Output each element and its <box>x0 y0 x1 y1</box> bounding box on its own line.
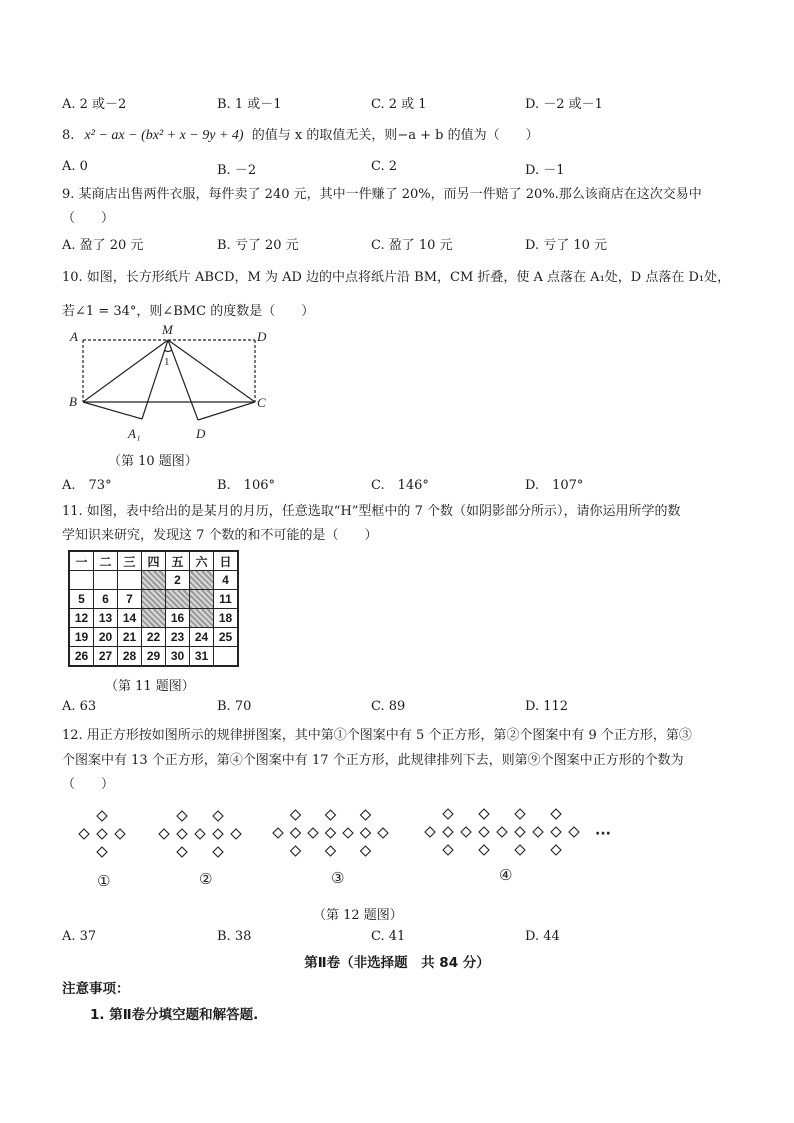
calendar-row <box>69 647 238 667</box>
q8-number: 8. <box>62 128 75 143</box>
q9-option-a: A. 盈了 20 元 <box>62 238 144 253</box>
q11-option-a: A. 63 <box>62 699 97 714</box>
calendar-row <box>69 609 238 628</box>
q12-stem-line3: （ ） <box>62 777 115 792</box>
q12-square-4 <box>443 809 453 819</box>
q10-option-a: A. 73° <box>62 478 112 493</box>
q12-square-4 <box>515 845 525 855</box>
q10-fold-cm <box>168 340 255 402</box>
q12-square-3 <box>378 828 388 838</box>
q12-square-4 <box>551 809 561 819</box>
calendar-cell: 23 <box>166 628 190 647</box>
q10-option-b: B. 106° <box>217 478 275 493</box>
q11-calendar <box>68 550 239 667</box>
q12-square-1 <box>115 829 125 839</box>
q12-square-3 <box>291 846 301 856</box>
q10-edge-ma1 <box>142 340 168 419</box>
calendar-cell: 21 <box>118 628 142 647</box>
q12-square-1 <box>97 829 107 839</box>
calendar-cell: 6 <box>94 590 118 609</box>
q10-angle-1-arc <box>164 350 172 352</box>
q10-label-c: C <box>257 395 266 410</box>
calendar-cell: 13 <box>94 609 118 628</box>
q10-label-d-top: D <box>257 329 267 344</box>
q12-option-c: C. 41 <box>371 929 406 944</box>
q12-square-2 <box>159 829 169 839</box>
q12-square-3 <box>326 828 336 838</box>
q12-square-3 <box>326 810 336 820</box>
q12-square-4 <box>497 827 507 837</box>
calendar-cell <box>118 571 142 590</box>
q12-label-2: ② <box>199 870 213 888</box>
q12-square-3 <box>361 846 371 856</box>
calendar-header-cell: 六 <box>190 551 214 571</box>
part2-title: 第Ⅱ卷（非选择题 共 84 分） <box>304 955 490 971</box>
calendar-cell: 27 <box>94 647 118 667</box>
calendar-cell <box>94 571 118 590</box>
q9-option-c: C. 盈了 10 元 <box>371 238 453 253</box>
q10-edge-md1 <box>168 340 198 420</box>
calendar-cell <box>69 571 94 590</box>
q11-option-b: B. 70 <box>217 699 252 714</box>
calendar-row <box>69 571 238 590</box>
q12-square-4 <box>425 827 435 837</box>
q7-option-c: C. 2 或 1 <box>371 97 427 112</box>
q12-figure <box>0 800 794 900</box>
q10-label-a1: A₁ <box>128 426 141 441</box>
q12-square-3 <box>361 810 371 820</box>
calendar-cell <box>166 590 190 609</box>
q12-square-4 <box>569 827 579 837</box>
calendar-cell <box>142 609 166 628</box>
q8-option-c: C. 2 <box>371 159 398 174</box>
q12-label-1: ① <box>97 872 111 890</box>
calendar-cell: 20 <box>94 628 118 647</box>
calendar-cell: 22 <box>142 628 166 647</box>
q12-label-4: ④ <box>499 866 513 884</box>
q12-square-4 <box>443 845 453 855</box>
q12-square-2 <box>213 847 223 857</box>
calendar-cell: 14 <box>118 609 142 628</box>
calendar-cell: 18 <box>214 609 239 628</box>
calendar-cell: 31 <box>190 647 214 667</box>
q12-square-2 <box>177 847 187 857</box>
q12-square-2 <box>213 829 223 839</box>
q12-label-3: ③ <box>331 869 345 887</box>
q7-option-a: A. 2 或－2 <box>62 97 127 112</box>
calendar-cell: 5 <box>69 590 94 609</box>
q12-square-4 <box>479 845 489 855</box>
q10-option-d: D. 107° <box>525 478 584 493</box>
calendar-cell <box>190 571 214 590</box>
calendar-cell <box>190 609 214 628</box>
calendar-header-cell: 三 <box>118 551 142 571</box>
q12-square-2 <box>231 829 241 839</box>
q10-label-b: B <box>69 394 77 409</box>
calendar-header-cell: 一 <box>69 551 94 571</box>
calendar-row <box>69 628 238 647</box>
calendar-cell: 11 <box>214 590 239 609</box>
calendar-cell: 26 <box>69 647 94 667</box>
q7-option-d: D. －2 或－1 <box>525 97 603 112</box>
calendar-cell: 12 <box>69 609 94 628</box>
q12-square-4 <box>461 827 471 837</box>
q12-stem-line2: 个图案中有 13 个正方形，第④个图案中有 17 个正方形，此规律排列下去，则第⑨个图案中正方形的个数为 <box>62 753 684 768</box>
calendar-cell: 28 <box>118 647 142 667</box>
q12-square-2 <box>177 829 187 839</box>
calendar-header-row <box>69 551 238 571</box>
q12-option-a: A. 37 <box>62 929 97 944</box>
q12-square-3 <box>343 828 353 838</box>
q12-caption: （第 12 题图） <box>313 908 403 923</box>
part2-notice-item-1: 1. 第Ⅱ卷分填空题和解答题. <box>90 1007 259 1023</box>
calendar-cell: 25 <box>214 628 239 647</box>
q8-option-b: B. －2 <box>217 163 257 178</box>
q10-option-c: C. 146° <box>371 478 429 493</box>
q12-square-4 <box>515 827 525 837</box>
calendar-cell <box>190 590 214 609</box>
q12-square-4 <box>479 827 489 837</box>
q10-caption: （第 10 题图） <box>108 454 198 469</box>
q12-square-4 <box>443 827 453 837</box>
calendar-header-cell: 五 <box>166 551 190 571</box>
q10-label-m: M <box>162 322 173 337</box>
q12-square-3 <box>361 828 371 838</box>
q10-stem-line1: 10. 如图，长方形纸片 ABCD，M 为 AD 边的中点将纸片沿 BM，CM 折叠，使 A 点落在 A₁处，D 点落在 D₁处， <box>62 270 731 285</box>
q10-stem-line2: 若∠1 = 34°，则∠BMC 的度数是（ ） <box>62 304 315 319</box>
q12-ellipsis: ··· <box>595 826 611 842</box>
calendar-cell: 16 <box>166 609 190 628</box>
q12-square-3 <box>291 810 301 820</box>
calendar-header-cell: 四 <box>142 551 166 571</box>
q12-square-3 <box>326 846 336 856</box>
q12-square-4 <box>551 827 561 837</box>
calendar-cell: 24 <box>190 628 214 647</box>
q12-square-3 <box>308 828 318 838</box>
q12-square-4 <box>479 809 489 819</box>
calendar-header-cell: 日 <box>214 551 239 571</box>
q8-text: 的值与 x 的取值无关，则−a + b 的值为（ ） <box>251 128 539 143</box>
calendar-cell <box>142 571 166 590</box>
q10-label-a: A <box>70 329 78 344</box>
q11-option-d: D. 112 <box>525 699 569 714</box>
q11-option-c: C. 89 <box>371 699 406 714</box>
q8-option-d: D. －1 <box>525 163 565 178</box>
q12-square-1 <box>97 811 107 821</box>
q9-stem-line1: 9. 某商店出售两件衣服，每件卖了 240 元，其中一件赚了 20%，而另一件赔了 20%.那么该商店在这次交易中 <box>62 187 702 202</box>
q10-label-angle-1: 1 <box>164 356 170 368</box>
q12-square-2 <box>195 829 205 839</box>
q12-square-4 <box>533 827 543 837</box>
q11-stem-line1: 11. 如图，表中给出的是某月的月历，任意选取“H”型框中的 7 个数（如阴影部分所示），请你运用所学的数 <box>62 504 681 519</box>
calendar-cell: 7 <box>118 590 142 609</box>
calendar-cell: 30 <box>166 647 190 667</box>
q10-figure <box>60 320 280 445</box>
q12-stem-line1: 12. 用正方形按如图所示的规律拼图案，其中第①个图案中有 5 个正方形，第②个图案中有 9 个正方形，第③ <box>62 728 692 743</box>
q12-square-1 <box>97 847 107 857</box>
q12-square-4 <box>551 845 561 855</box>
calendar-header-cell: 二 <box>94 551 118 571</box>
q8-stem <box>62 124 539 144</box>
q9-option-d: D. 亏了 10 元 <box>525 238 608 253</box>
q11-caption: （第 11 题图） <box>105 679 195 694</box>
q11-stem-line2: 学知识来研究，发现这 7 个数的和不可能的是（ ） <box>62 528 378 543</box>
q9-stem-line2: （ ） <box>62 211 115 226</box>
q10-edge-d1c <box>198 402 255 420</box>
q12-option-b: B. 38 <box>217 929 252 944</box>
q12-square-2 <box>213 811 223 821</box>
part2-notice-heading: 注意事项： <box>62 981 130 997</box>
q10-label-d-bottom: D <box>196 426 206 441</box>
q12-square-3 <box>291 828 301 838</box>
calendar-cell <box>142 590 166 609</box>
q12-square-2 <box>177 811 187 821</box>
q8-expression: x² − ax − (bx² + x − 9y + 4) <box>84 128 244 143</box>
q12-square-3 <box>273 828 283 838</box>
calendar-cell: 2 <box>166 571 190 590</box>
q10-fold-bm <box>83 340 168 402</box>
calendar-cell: 4 <box>214 571 239 590</box>
q8-option-a: A. 0 <box>62 159 88 174</box>
q12-square-1 <box>79 829 89 839</box>
q10-edge-a1b <box>83 402 142 419</box>
q12-option-d: D. 44 <box>525 929 560 944</box>
calendar-row <box>69 590 238 609</box>
q9-option-b: B. 亏了 20 元 <box>217 238 299 253</box>
q7-option-b: B. 1 或－1 <box>217 97 282 112</box>
calendar-cell <box>214 647 239 667</box>
calendar-cell: 19 <box>69 628 94 647</box>
q12-square-4 <box>515 809 525 819</box>
calendar-cell: 29 <box>142 647 166 667</box>
